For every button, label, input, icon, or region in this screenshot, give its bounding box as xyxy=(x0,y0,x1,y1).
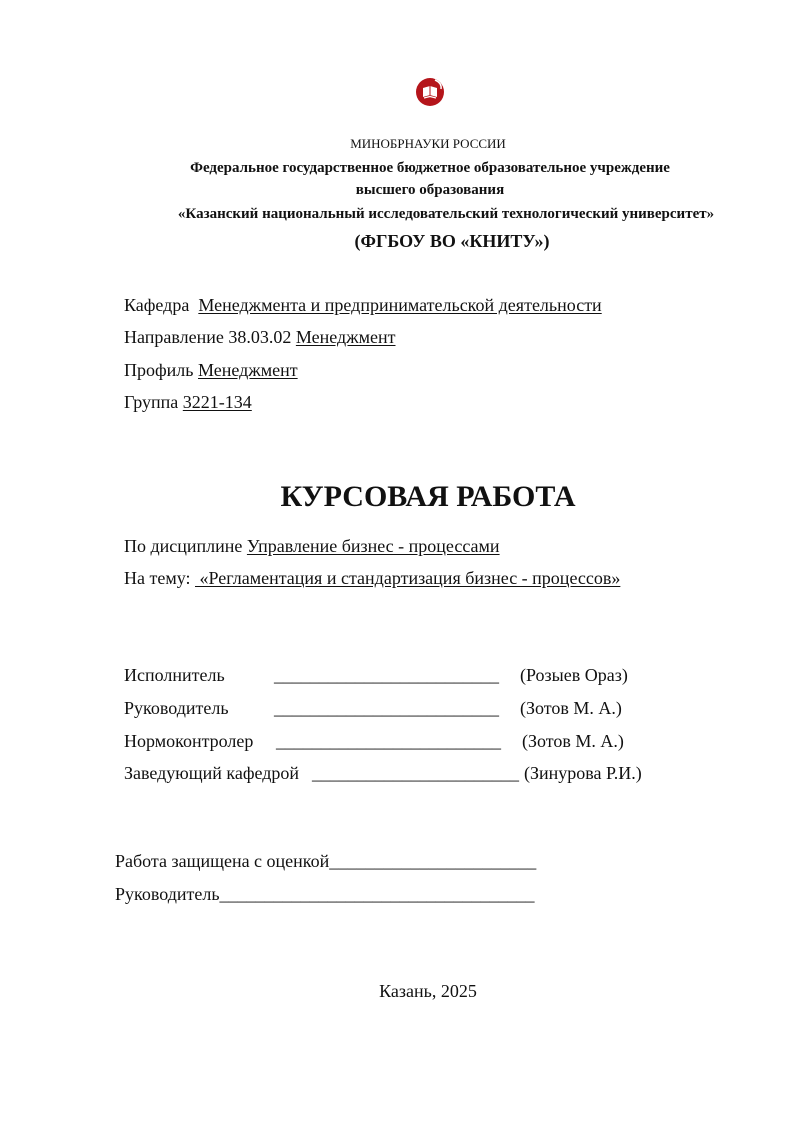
university-name: «Казанский национальный исследовательский технологический университет» xyxy=(177,206,715,222)
signature-role: Нормоконтролер xyxy=(124,731,254,751)
institution-line-1: Федеральное государственное бюджетное образовательное учреждение xyxy=(190,160,670,176)
group-label: Группа xyxy=(124,392,179,412)
signature-role: Исполнитель xyxy=(124,665,225,685)
profile-label: Профиль xyxy=(124,360,194,380)
signature-row xyxy=(124,665,628,686)
signature-name: (Зинурова Р.И.) xyxy=(524,763,642,783)
signature-line: _________________________ xyxy=(274,665,499,685)
signature-name: (Зотов М. А.) xyxy=(522,731,624,751)
defended-line: _______________________ xyxy=(329,851,537,871)
signature-line: _________________________ xyxy=(274,698,499,718)
signature-name: (Розыев Ораз) xyxy=(520,665,628,685)
city-year: Казань, 2025 xyxy=(379,981,477,1001)
topic-label: На тему: xyxy=(124,568,191,588)
defended-row xyxy=(115,851,536,872)
signature-line: _________________________ xyxy=(276,731,501,751)
department-row xyxy=(124,295,602,316)
university-abbreviation: (ФГБОУ ВО «КНИТУ») xyxy=(354,231,550,251)
signature-name: (Зотов М. А.) xyxy=(520,698,622,718)
university-logo xyxy=(415,77,445,107)
discipline-label: По дисциплине xyxy=(124,536,243,556)
topic-row xyxy=(124,568,620,589)
signature-row xyxy=(124,731,624,752)
group-row xyxy=(124,392,252,413)
profile-value: Менеджмент xyxy=(198,360,298,380)
signature-role: Руководитель xyxy=(124,698,229,718)
department-label: Кафедра xyxy=(124,295,190,315)
profile-row xyxy=(124,360,298,381)
ministry-name: МИНОБРНАУКИ РОССИИ xyxy=(350,136,506,151)
discipline-row xyxy=(124,536,500,557)
discipline-value: Управление бизнес - процессами xyxy=(246,536,500,556)
document-title: КУРСОВАЯ РАБОТА xyxy=(280,480,576,513)
supervisor-label: Руководитель xyxy=(115,884,220,904)
department-value: Менеджмента и предпринимательской деятельности xyxy=(198,295,602,315)
signature-row xyxy=(124,763,642,784)
supervisor-row xyxy=(115,884,535,905)
defended-label: Работа защищена с оценкой xyxy=(115,851,330,871)
signature-line: _______________________ xyxy=(312,763,519,783)
direction-value: Менеджмент xyxy=(295,327,396,347)
signature-row xyxy=(124,698,622,719)
direction-row xyxy=(124,327,396,348)
topic-value: «Регламентация и стандартизация бизнес - процессов» xyxy=(195,568,621,588)
direction-label: Направление 38.03.02 xyxy=(124,327,292,347)
group-value: 3221-134 xyxy=(182,392,252,412)
supervisor-line: ___________________________________ xyxy=(219,884,535,904)
institution-line-2: высшего образования xyxy=(355,182,505,198)
signature-role: Заведующий кафедрой xyxy=(124,763,300,783)
